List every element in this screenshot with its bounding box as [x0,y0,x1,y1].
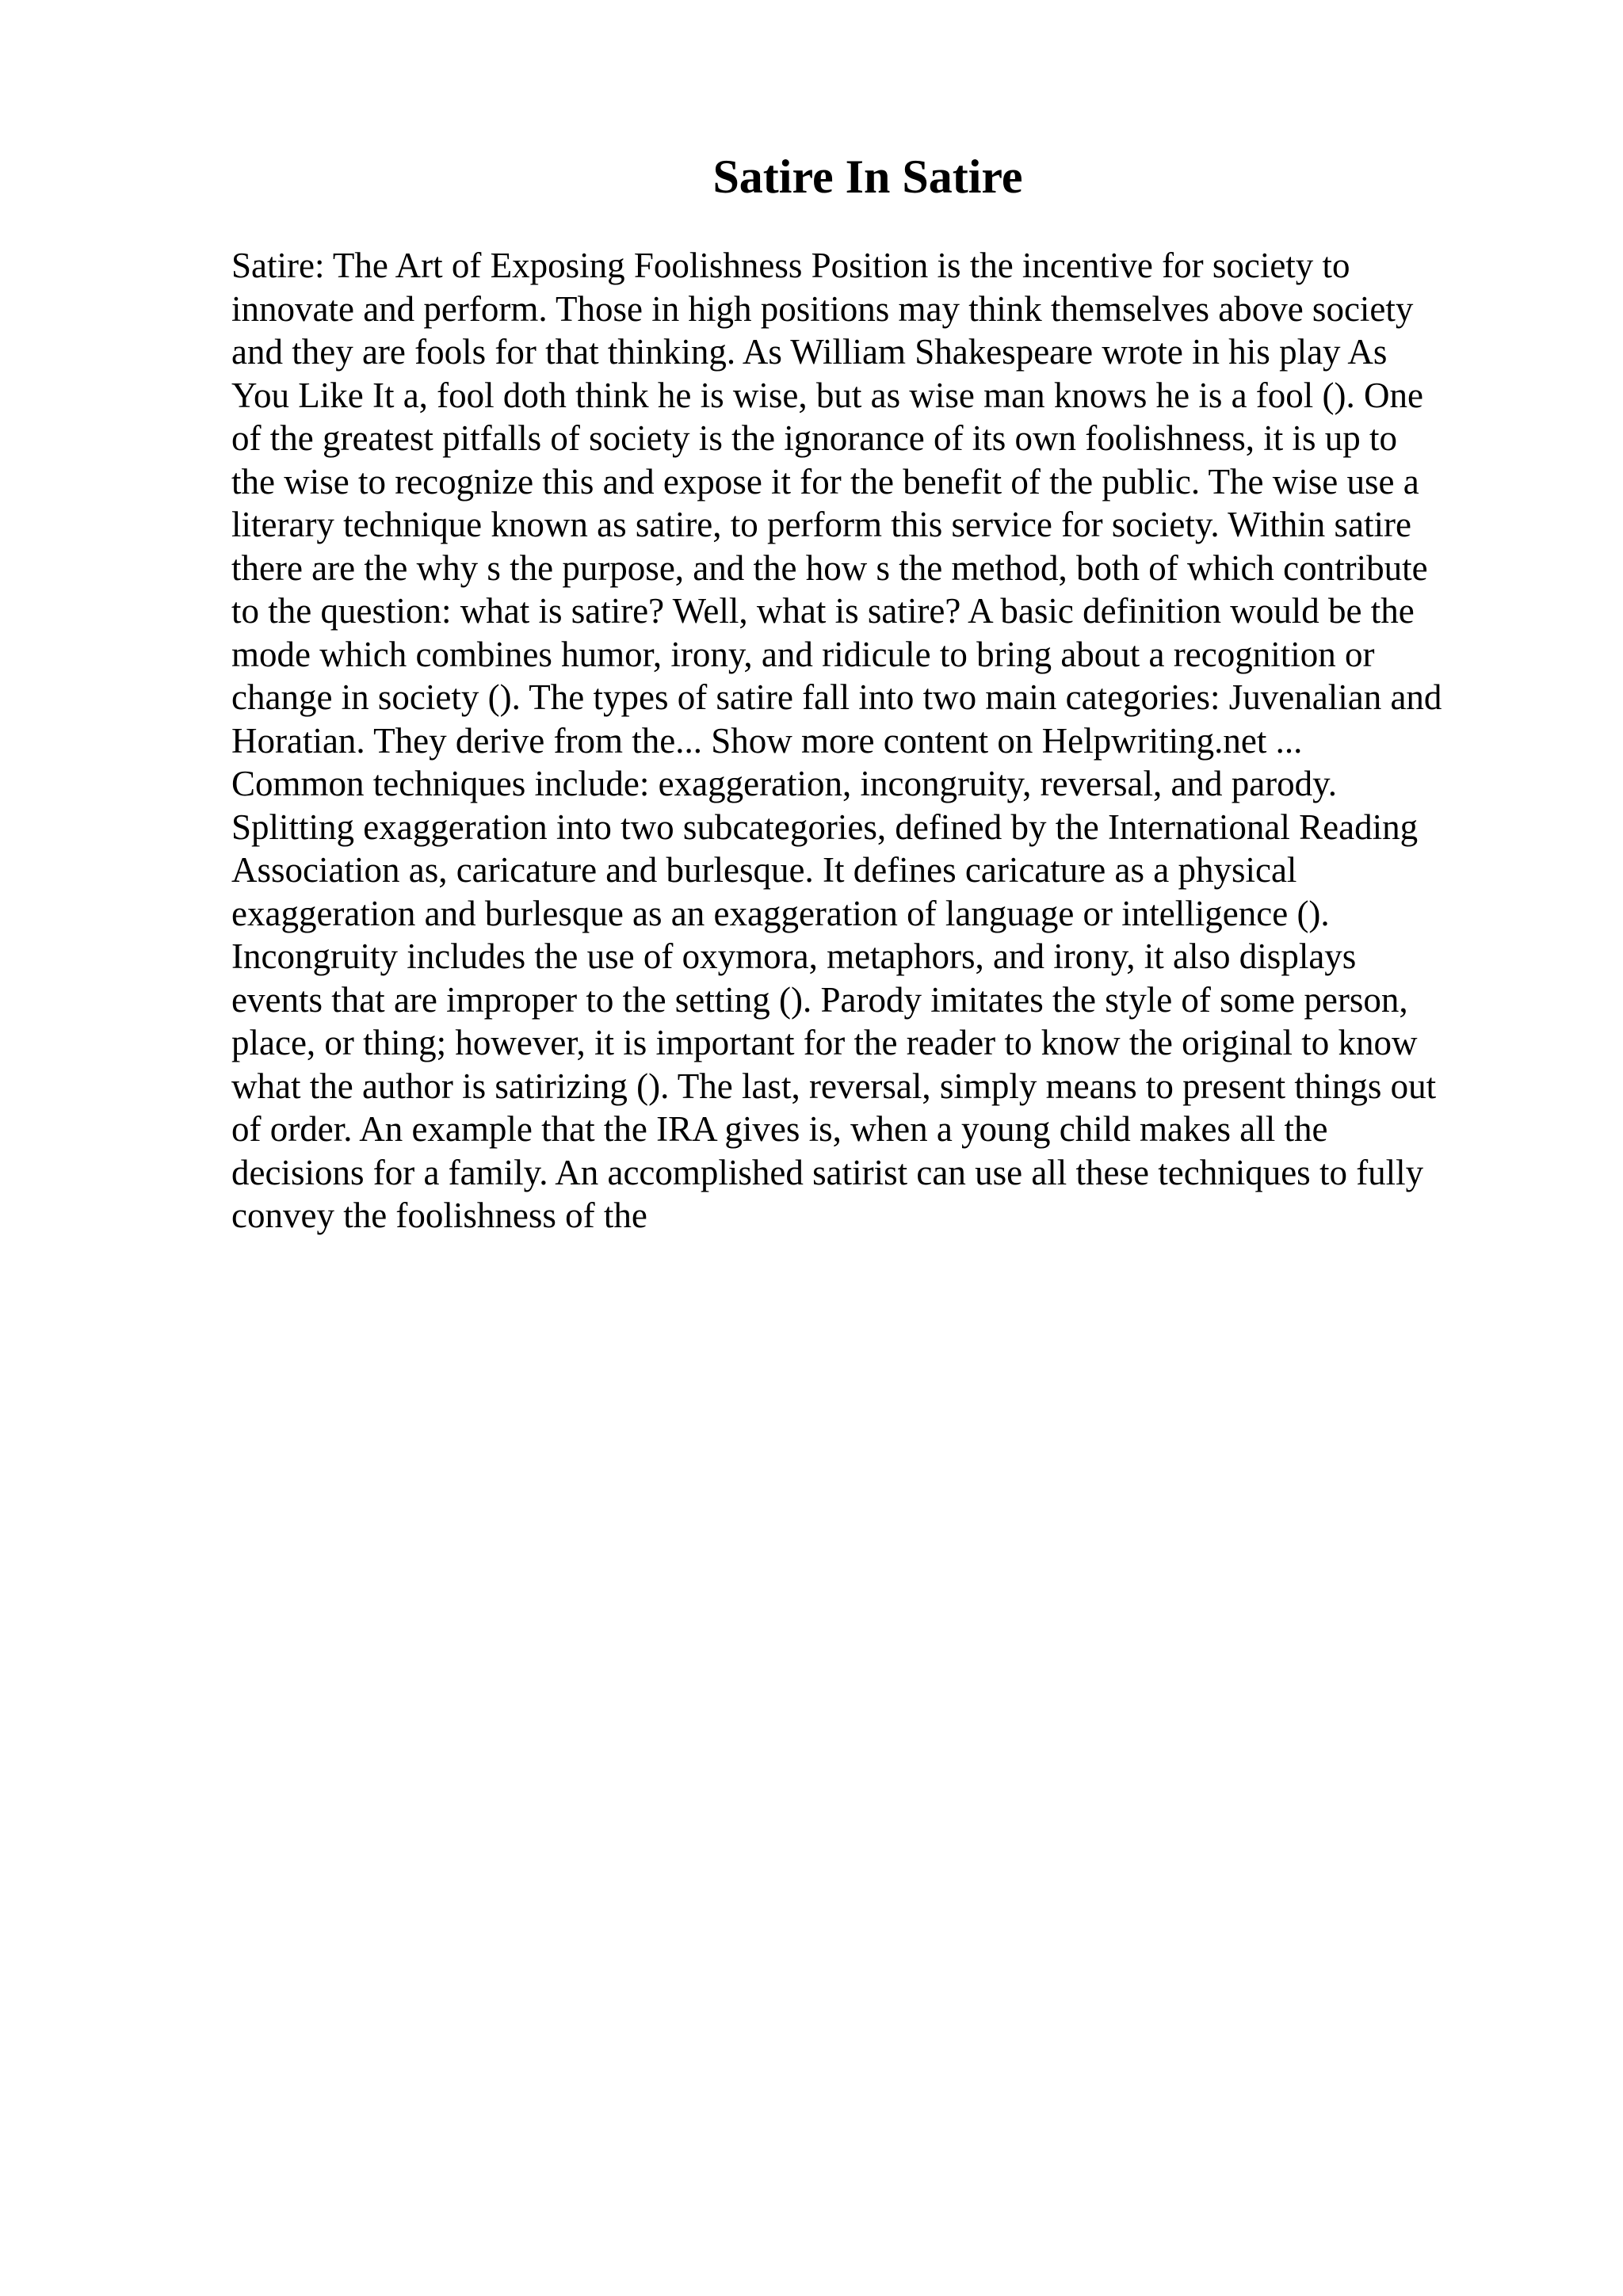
body-line: Splitting exaggeration into two subcategories, defined by the International Reading [231,807,1419,847]
body-line: of the greatest pitfalls of society is the ignorance of its own foolishness, it is up to [231,418,1397,458]
body-line: place, or thing; however, it is important for the reader to know the original to know [231,1023,1418,1062]
body-line: what the author is satirizing (). The last, reversal, simply means to present things out [231,1066,1437,1106]
document-body [231,244,1499,1238]
body-line: exaggeration and burlesque as an exaggeration of language or intelligence (). [231,893,1330,933]
body-line: mode which combines humor, irony, and ridicule to bring about a recognition or [231,634,1375,674]
body-line: Association as, caricature and burlesque. It defines caricature as a physical [231,850,1297,890]
body-line: convey the foolishness of the [231,1196,647,1235]
body-line: change in society (). The types of satire fall into two main categories: Juvenalian and [231,677,1442,717]
body-line: events that are improper to the setting (). Parody imitates the style of some person, [231,979,1408,1020]
body-line: Common techniques include: exaggeration, incongruity, reversal, and parody. [231,764,1337,803]
body-line: Incongruity includes the use of oxymora, metaphors, and irony, it also displays [231,936,1357,976]
body-line: of order. An example that the IRA gives is, when a young child makes all the [231,1109,1328,1149]
body-line: Satire: The Art of Exposing Foolishness Position is the incentive for society to [231,246,1350,285]
body-line: there are the why s the purpose, and the how s the method, both of which contribute [231,547,1428,588]
body-line: to the question: what is satire? Well, what is satire? A basic definition would be the [231,591,1415,631]
body-line: Horatian. They derive from the... Show more content on Helpwriting.net ... [231,720,1303,761]
body-line: You Like It a, fool doth think he is wise, but as wise man knows he is a fool (). One [231,375,1423,415]
body-line: decisions for a family. An accomplished satirist can use all these techniques to fully [231,1152,1424,1192]
body-line: innovate and perform. Those in high positions may think themselves above society [231,288,1414,329]
body-line: the wise to recognize this and expose it for the benefit of the public. The wise use a [231,461,1419,502]
body-line: and they are fools for that thinking. As William Shakespeare wrote in his play As [231,332,1388,372]
document-title: Satire In Satire [712,151,1023,203]
body-line: literary technique known as satire, to perform this service for society. Within satire [231,505,1411,544]
